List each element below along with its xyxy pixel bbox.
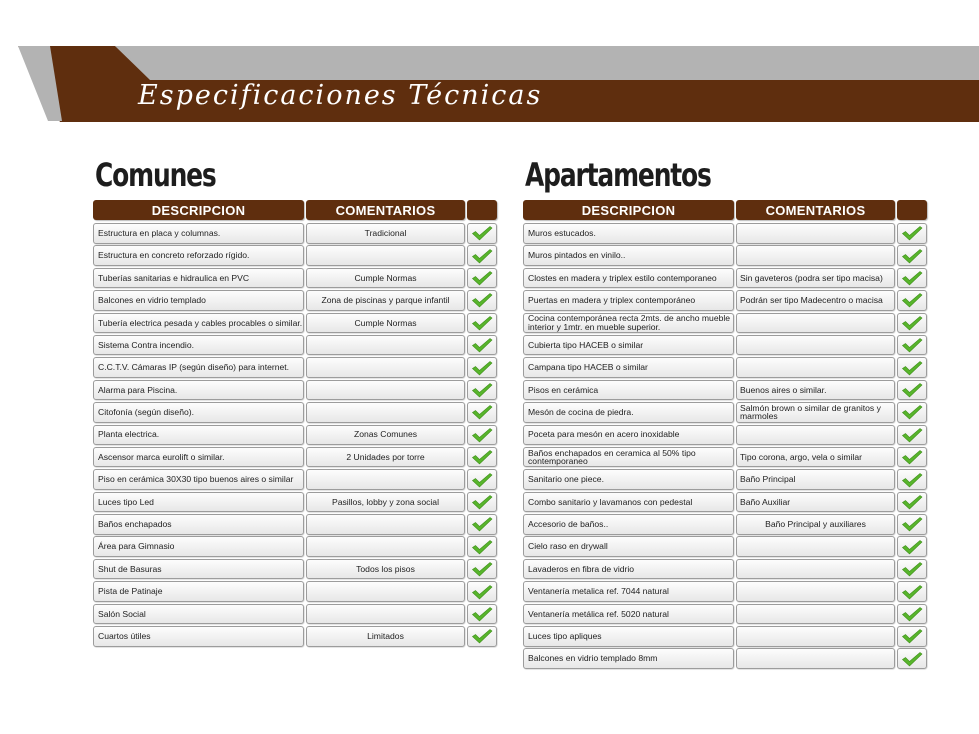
comment-cell <box>736 245 895 266</box>
description-cell: Ventanería metalica ref. 7044 natural <box>523 581 734 602</box>
comment-cell: Baño Principal <box>736 469 895 490</box>
check-cell <box>467 402 497 423</box>
description-cell: Ventanería metálica ref. 5020 natural <box>523 604 734 625</box>
comment-cell: Cumple Normas <box>306 313 465 334</box>
table-row <box>523 447 933 468</box>
check-cell <box>897 581 927 602</box>
comment-cell <box>306 357 465 378</box>
apartamentos-section <box>523 150 933 671</box>
description-cell: Shut de Basuras <box>93 559 304 580</box>
table-row <box>93 380 503 401</box>
comment-cell <box>736 536 895 557</box>
check-cell <box>467 559 497 580</box>
checkmark-icon <box>901 561 923 577</box>
table-row <box>93 604 503 625</box>
table-row <box>523 223 933 244</box>
checkmark-icon <box>471 337 493 353</box>
page-title: Especificaciones Técnicas <box>138 80 543 111</box>
checkmark-icon <box>471 248 493 264</box>
comment-cell: Zonas Comunes <box>306 425 465 446</box>
check-cell <box>467 313 497 334</box>
comment-cell <box>736 425 895 446</box>
description-cell: Pisos en cerámica <box>523 380 734 401</box>
table-row <box>93 402 503 423</box>
table-row <box>93 559 503 580</box>
check-cell <box>467 335 497 356</box>
table-row <box>523 425 933 446</box>
comment-cell <box>736 581 895 602</box>
apartamentos-header-row <box>523 200 933 220</box>
checkmark-icon <box>471 315 493 331</box>
table-row <box>93 245 503 266</box>
description-cell: Baños enchapados <box>93 514 304 535</box>
check-cell <box>467 492 497 513</box>
description-cell: Planta electrica. <box>93 425 304 446</box>
comment-cell <box>736 559 895 580</box>
description-cell: Sistema Contra incendio. <box>93 335 304 356</box>
table-row <box>93 492 503 513</box>
banner-gray-stripe <box>115 46 979 66</box>
comment-cell <box>736 648 895 669</box>
table-row <box>523 335 933 356</box>
table-row <box>523 559 933 580</box>
checkmark-icon <box>471 539 493 555</box>
comment-cell <box>306 380 465 401</box>
checkmark-icon <box>901 651 923 667</box>
comment-cell <box>306 604 465 625</box>
check-cell <box>467 380 497 401</box>
comment-cell: Sin gaveteros (podra ser tipo macisa) <box>736 268 895 289</box>
table-row <box>523 604 933 625</box>
description-cell: Estructura en placa y columnas. <box>93 223 304 244</box>
check-cell <box>467 425 497 446</box>
comment-cell <box>306 245 465 266</box>
table-row <box>523 626 933 647</box>
table-row <box>93 223 503 244</box>
description-cell: Tubería electrica pesada y cables procables o similar. <box>93 313 304 334</box>
check-cell <box>467 357 497 378</box>
checkmark-icon <box>901 404 923 420</box>
description-cell: Campana tipo HACEB o similar <box>523 357 734 378</box>
checkmark-icon <box>901 337 923 353</box>
table-row <box>523 581 933 602</box>
check-cell <box>897 380 927 401</box>
comment-cell <box>306 469 465 490</box>
comment-cell <box>736 313 895 334</box>
check-cell <box>897 335 927 356</box>
checkmark-icon <box>471 292 493 308</box>
table-row <box>93 357 503 378</box>
checkmark-icon <box>901 360 923 376</box>
header-banner <box>0 0 979 135</box>
comment-cell <box>306 514 465 535</box>
table-row <box>523 514 933 535</box>
table-row <box>523 492 933 513</box>
table-row <box>93 335 503 356</box>
description-cell: Accesorio de baños.. <box>523 514 734 535</box>
checkmark-icon <box>471 382 493 398</box>
description-cell: Cielo raso en drywall <box>523 536 734 557</box>
description-cell: Balcones en vidrio templado 8mm <box>523 648 734 669</box>
checkmark-icon <box>901 606 923 622</box>
descripcion-header: DESCRIPCION <box>523 200 734 220</box>
checkmark-icon <box>471 584 493 600</box>
table-row <box>523 290 933 311</box>
description-cell: Citofonía (según diseño). <box>93 402 304 423</box>
check-cell <box>467 604 497 625</box>
check-cell <box>897 290 927 311</box>
checkmark-icon <box>901 472 923 488</box>
table-row <box>523 268 933 289</box>
checkmark-icon <box>901 628 923 644</box>
description-cell: Cocina contemporánea recta 2mts. de ancho mueble interior y 1mtr. en mueble superior. <box>523 313 734 334</box>
comment-cell <box>306 581 465 602</box>
check-cell <box>897 514 927 535</box>
check-cell <box>467 268 497 289</box>
checkmark-icon <box>901 427 923 443</box>
description-cell: Muros estucados. <box>523 223 734 244</box>
check-cell <box>897 357 927 378</box>
description-cell: Sanitario one piece. <box>523 469 734 490</box>
comment-cell: Buenos aires o similar. <box>736 380 895 401</box>
comment-cell: Zona de piscinas y parque infantil <box>306 290 465 311</box>
description-cell: Muros pintados en vinilo.. <box>523 245 734 266</box>
description-cell: Pista de Patinaje <box>93 581 304 602</box>
checkmark-icon <box>901 315 923 331</box>
check-cell <box>467 536 497 557</box>
comment-cell: Limitados <box>306 626 465 647</box>
check-cell <box>467 581 497 602</box>
banner-graphic <box>0 0 979 135</box>
description-cell: Puertas en madera y triplex contemporáneo <box>523 290 734 311</box>
table-row <box>523 357 933 378</box>
table-row <box>523 402 933 423</box>
check-cell <box>467 223 497 244</box>
table-row <box>93 290 503 311</box>
check-cell <box>897 268 927 289</box>
comment-cell <box>306 402 465 423</box>
checkmark-icon <box>901 248 923 264</box>
comment-cell: 2 Unidades por torre <box>306 447 465 468</box>
description-cell: Salón Social <box>93 604 304 625</box>
table-row <box>93 626 503 647</box>
check-header <box>897 200 927 220</box>
comment-cell: Baño Principal y auxiliares <box>736 514 895 535</box>
description-cell: Luces tipo Led <box>93 492 304 513</box>
description-cell: Piso en cerámica 30X30 tipo buenos aires o similar <box>93 469 304 490</box>
checkmark-icon <box>901 584 923 600</box>
description-cell: Alarma para Piscina. <box>93 380 304 401</box>
checkmark-icon <box>901 270 923 286</box>
comment-cell: Podrán ser tipo Madecentro o macisa <box>736 290 895 311</box>
table-row <box>93 514 503 535</box>
checkmark-icon <box>471 360 493 376</box>
description-cell: Lavaderos en fibra de vidrio <box>523 559 734 580</box>
comment-cell: Tradicional <box>306 223 465 244</box>
checkmark-icon <box>901 382 923 398</box>
description-cell: Ascensor marca eurolift o similar. <box>93 447 304 468</box>
check-cell <box>897 559 927 580</box>
comunes-rows <box>93 223 503 647</box>
description-cell: Área para Gimnasio <box>93 536 304 557</box>
descripcion-header: DESCRIPCION <box>93 200 304 220</box>
comentarios-header: COMENTARIOS <box>736 200 895 220</box>
check-cell <box>897 536 927 557</box>
check-cell <box>467 626 497 647</box>
checkmark-icon <box>901 225 923 241</box>
checkmark-icon <box>901 292 923 308</box>
checkmark-icon <box>901 539 923 555</box>
description-cell: Tuberías sanitarias e hidraulica en PVC <box>93 268 304 289</box>
description-cell: Estructura en concreto reforzado rígido. <box>93 245 304 266</box>
table-row <box>523 245 933 266</box>
checkmark-icon <box>471 225 493 241</box>
checkmark-icon <box>471 449 493 465</box>
comment-cell <box>306 536 465 557</box>
comment-cell: Todos los pisos <box>306 559 465 580</box>
description-cell: Cuartos útiles <box>93 626 304 647</box>
table-row <box>523 648 933 669</box>
checkmark-icon <box>471 606 493 622</box>
check-cell <box>897 425 927 446</box>
description-cell: C.C.T.V. Cámaras IP (según diseño) para internet. <box>93 357 304 378</box>
check-cell <box>467 245 497 266</box>
comment-cell: Tipo corona, argo, vela o similar <box>736 447 895 468</box>
checkmark-icon <box>471 404 493 420</box>
check-cell <box>897 447 927 468</box>
check-cell <box>897 492 927 513</box>
description-cell: Luces tipo apliques <box>523 626 734 647</box>
description-cell: Balcones en vidrio templado <box>93 290 304 311</box>
comment-cell <box>736 604 895 625</box>
check-cell <box>897 469 927 490</box>
table-row <box>523 469 933 490</box>
comment-cell <box>736 335 895 356</box>
comentarios-header: COMENTARIOS <box>306 200 465 220</box>
table-row <box>93 469 503 490</box>
table-row <box>93 268 503 289</box>
checkmark-icon <box>471 427 493 443</box>
description-cell: Poceta para mesón en acero inoxidable <box>523 425 734 446</box>
check-cell <box>467 447 497 468</box>
checkmark-icon <box>471 270 493 286</box>
check-cell <box>897 245 927 266</box>
description-cell: Baños enchapados en ceramica al 50% tipo contemporaneo <box>523 447 734 468</box>
checkmark-icon <box>471 516 493 532</box>
checkmark-icon <box>901 494 923 510</box>
check-cell <box>897 626 927 647</box>
table-row <box>93 447 503 468</box>
check-cell <box>467 469 497 490</box>
table-row <box>523 313 933 334</box>
apartamentos-title: Apartamentos <box>525 156 711 194</box>
comment-cell <box>306 335 465 356</box>
checkmark-icon <box>901 516 923 532</box>
checkmark-icon <box>471 472 493 488</box>
table-row <box>93 313 503 334</box>
table-row <box>523 536 933 557</box>
check-cell <box>897 604 927 625</box>
comment-cell: Pasillos, lobby y zona social <box>306 492 465 513</box>
comment-cell <box>736 223 895 244</box>
comment-cell <box>736 357 895 378</box>
description-cell: Clostes en madera y triplex estilo contemporaneo <box>523 268 734 289</box>
table-row <box>93 536 503 557</box>
check-cell <box>897 648 927 669</box>
comment-cell: Cumple Normas <box>306 268 465 289</box>
description-cell: Combo sanitario y lavamanos con pedestal <box>523 492 734 513</box>
comment-cell: Baño Auxiliar <box>736 492 895 513</box>
checkmark-icon <box>471 494 493 510</box>
comunes-title: Comunes <box>95 156 216 194</box>
check-header <box>467 200 497 220</box>
table-row <box>93 425 503 446</box>
table-row <box>523 380 933 401</box>
check-cell <box>897 223 927 244</box>
apartamentos-rows <box>523 223 933 669</box>
check-cell <box>467 290 497 311</box>
comment-cell <box>736 626 895 647</box>
check-cell <box>897 313 927 334</box>
description-cell: Cubierta tipo HACEB o similar <box>523 335 734 356</box>
check-cell <box>897 402 927 423</box>
comunes-section <box>93 150 503 648</box>
comment-cell: Salmón brown o similar de granitos y marmoles <box>736 402 895 423</box>
checkmark-icon <box>901 449 923 465</box>
check-cell <box>467 514 497 535</box>
description-cell: Mesón de cocina de piedra. <box>523 402 734 423</box>
checkmark-icon <box>471 561 493 577</box>
table-row <box>93 581 503 602</box>
comunes-header-row <box>93 200 503 220</box>
checkmark-icon <box>471 628 493 644</box>
